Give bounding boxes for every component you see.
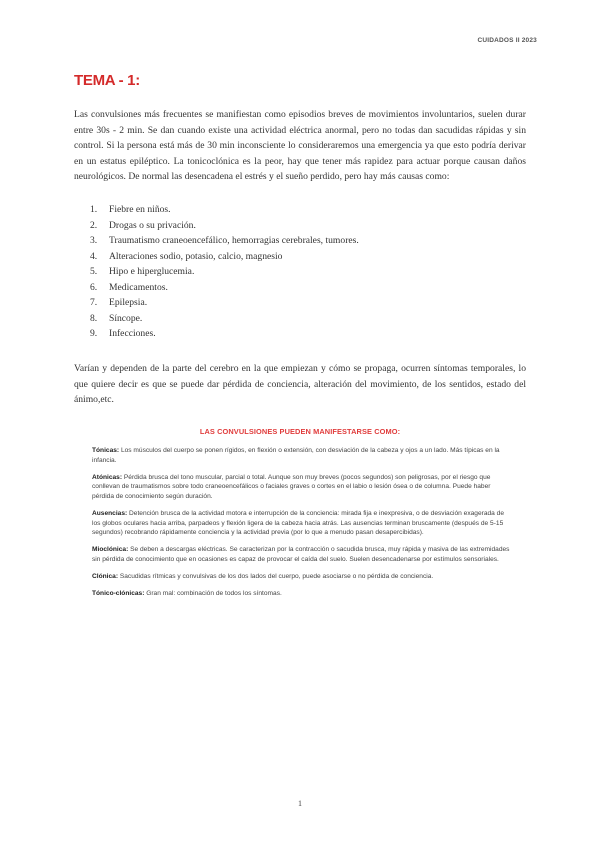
list-item-text: Infecciones. <box>109 328 156 339</box>
seizure-type-item <box>92 545 512 564</box>
seizure-type-description: Sacudidas rítmicas y convulsivas de los dos lados del cuerpo, puede asociarse o no pérdida de conciencia. <box>118 572 434 580</box>
list-item <box>90 218 359 234</box>
list-item-text: Traumatismo craneoencefálico, hemorragias cerebrales, tumores. <box>109 235 359 246</box>
seizure-type-term: Atónicas: <box>92 473 123 481</box>
list-item-number: 3. <box>90 235 98 246</box>
list-item-text: Epilepsia. <box>109 297 148 308</box>
causes-list <box>90 202 359 342</box>
list-item <box>90 280 359 296</box>
seizure-type-term: Tónicas: <box>92 447 120 454</box>
intro-paragraph: Las convulsiones más frecuentes se manifiestan como episodios breves de movimientos involuntarios, suelen durar entre 30s - 2 min. Se dan cuando existe una actividad eléctrica anormal, pero no todas dan sacudidas rápidas y sin control. Si la persona está más de 30 min inconsciente lo consideraremos una emergencia ya que esto podría derivar en un estatus epiléptico. La tonicoclónica es la peor, hay que tener más rapidez para actuar porque causan daños neurológicos. De normal las desencadena el estrés y el sueño perdido, pero hay más causas como: <box>74 109 526 183</box>
seizure-type-item <box>92 589 512 599</box>
page-title: TEMA - 1: <box>74 72 140 89</box>
list-item <box>90 295 359 311</box>
page-number: 1 <box>298 799 302 808</box>
list-item <box>90 249 359 265</box>
list-item-number: 7. <box>90 297 98 308</box>
list-item-text: Alteraciones sodio, potasio, calcio, magnesio <box>109 250 283 262</box>
list-item-text: Drogas o su privación. <box>109 219 196 231</box>
seizure-type-description: Pérdida brusca del tono muscular, parcial o total. Aunque son muy breves (pocos segundos) son peligrosas, por el riesgo que conllevan de traumatismos sobre todo craneoencefálicos o faciales graves o cortes en el labio o lesión ósea o de columna. Puede haber pérdida de conocimiento según duración. <box>92 473 491 500</box>
seizure-type-term: Ausencias: <box>92 509 128 517</box>
list-item-text: Fiebre en niños. <box>109 204 171 215</box>
seizure-type-description: Gran mal: combinación de todos los síntomas. <box>144 590 282 598</box>
seizure-type-item <box>92 509 512 538</box>
list-item-text: Hipo e hiperglucemia. <box>109 266 195 277</box>
seizure-type-description: Detención brusca de la actividad motora e interrupción de la conciencia: mirada fija e inexpresiva, o de desviación exagerada de los globos oculares hacia arriba, parpadeos y flexión ligera de la cabeza hacia atrás. Las ausencias terminan bruscamente (después de 5-15 segundos) recobrando rápidamente conciencia y la actividad previa (por lo que a menudo pasan desapercibidas). <box>92 509 504 537</box>
list-item <box>90 311 359 327</box>
header-code: CUIDADOS II 2023 <box>477 37 537 44</box>
seizure-type-description: Los músculos del cuerpo se ponen rígidos, en flexión o extensión, con desviación de la cabeza y ojos a un lado. Más típicas en la infancia. <box>92 447 500 464</box>
seizure-type-term: Tónico-clónicas: <box>92 590 145 598</box>
seizure-type-term: Mioclónica: <box>92 546 129 554</box>
list-item-number: 6. <box>90 281 98 293</box>
list-item-number: 8. <box>90 312 98 324</box>
list-item-text: Medicamentos. <box>109 281 168 293</box>
list-item-number: 4. <box>90 250 98 262</box>
list-item <box>90 233 359 249</box>
seizure-type-item <box>92 473 512 502</box>
list-item-number: 2. <box>90 219 98 231</box>
seizure-type-description: Se deben a descargas eléctricas. Se caracterizan por la contracción o sacudida brusca, muy rápida y masiva de las extremidades sin pérdida de conocimiento que en ocasiones es capaz de provocar el caída del suelo. Suelen desencadenarse por estímulos sensoriales. <box>92 546 510 563</box>
closing-paragraph: Varían y dependen de la parte del cerebro en la que empiezan y cómo se propaga, ocurren síntomas temporales, lo que quiere decir es que se puede dar pérdida de conciencia, alteración del movimiento, de los sentidos, estado del ánimo,etc. <box>74 363 526 406</box>
list-item <box>90 264 359 280</box>
seizure-type-item <box>92 572 512 582</box>
list-item-text: Síncope. <box>109 312 143 324</box>
list-item-number: 5. <box>90 266 98 277</box>
seizure-type-term: Clónica: <box>92 572 119 580</box>
section-heading: LAS CONVULSIONES PUEDEN MANIFESTARSE COMO: <box>199 427 401 436</box>
seizure-types-list <box>92 446 512 606</box>
list-item-number: 1. <box>90 204 98 215</box>
list-item-number: 9. <box>90 328 98 339</box>
list-item <box>90 202 359 218</box>
list-item <box>90 326 359 342</box>
seizure-type-item <box>92 446 512 465</box>
